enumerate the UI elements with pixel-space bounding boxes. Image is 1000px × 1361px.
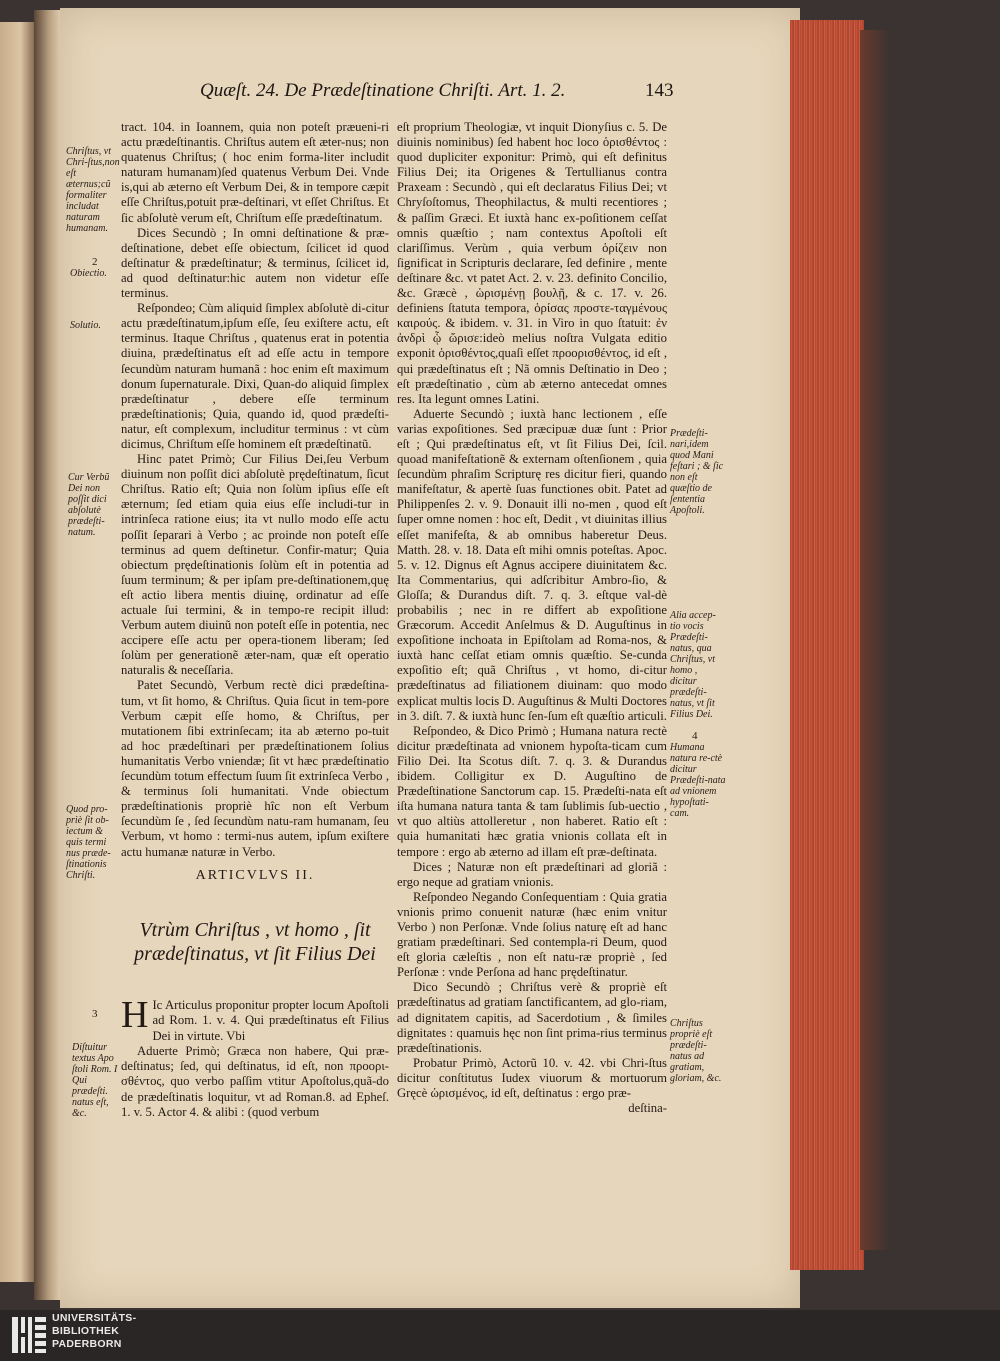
margin-note: Solutio.	[70, 320, 101, 331]
edge-shadow	[860, 30, 890, 1250]
article-body	[121, 994, 389, 1120]
paragraph: Reſpondeo Negando Conſequentiam : Quia gratia vnionis primo conuenit naturæ (hæc enim vnitur Verbo ) non Perſonæ. Vnde ſolius naturę eſt ad hanc gratiam prædeſtinari. Sed contempla-ri Deum, quod eſt gloria cæleſtis , non eſt natu-ræ propriè , ſed Perſonæ : vnde Perſona ad hanc prędeſtinatur.	[397, 889, 667, 980]
margin-number: 4	[692, 730, 698, 742]
margin-note: Quod pro-priè ſit ob-iectum & quis termi nus præde-ſtinationis Chriſti.	[66, 804, 111, 881]
paragraph: eſt proprium Theologiæ, vt inquit Dionyſius c. 5. De diuinis nominibus) ſed habent hoc loco ὁρισθέντος : quod dupliciter exponitur: Primò, qui eſt definitus Filius Dei; ita Origenes & Tertullianus contra Praxeam : Secundò , qui eſt declaratus Filius Dei; vt Chryſoſtomus, Theophilactus, & multi recentiores ; & paſſim Græci. Et iuxtà hanc ex-poſitionem ceſſat omnis quæſtio ; nam contextus Apoſtoli eſt clariſſimus. Verùm , quia verbum ὁρίζειν non ſignificat in Scripturis declarare, ſed definire , mente deſtinare &c. vt patet Act. 2. v. 23. definito Concilio, &c. Græcè , ὡρισμένῃ βουλῇ, & c. 17. v. 26. definiens ſtatuta tempora, ὁρίσας προστε-ταγμένους καιρούς. & ibidem. v. 31. in Viro in quo ſtatuit: ἐν ἀνδρὶ ᾧ ὥρισε:ideò melius noſtra Vulgata editio exponit ὁρισθέντος,quaſi eſſet προορισθέντος, id eſt , qui prædeſtinatus eſt ; Nã omnis Deſtinatio in Deo ; eſt prædeſtinatio , cùm ab æterno antecedat omnes res. Ita legunt omnes Latini.	[397, 120, 667, 406]
paragraph: Aduerte Primò; Græca non habere, Qui præ-deſtinatus; ſed, qui deſtinatus, id eſt, non προορι-σθέντος, quo verbo paſſim vtitur Apoſtolus,quã-do de prædeſtinatis loquitur, vt ad Roman.8. ad Epheſ. 1. v. 5. Actor 4. & alibi : (quod verbum	[121, 1043, 389, 1120]
library-logo-icon	[10, 1315, 48, 1355]
right-text-column	[397, 120, 667, 1116]
margin-number: 3	[92, 1008, 98, 1020]
paragraph: Dico Secundò ; Chriſtus verè & propriè eſt prædeſtinatus ad gratiam ſanctificantem, ad glo-riam, ad dignitatem capitis, ad Sacerdotium , & ſimiles dignitates : quamuis hęc non ſint prima-rius terminus prædeſtinationis.	[397, 980, 667, 1055]
header-title: Quæſt. 24. De Prædeſtinatione Chriſti. Art. 1. 2.	[200, 80, 566, 101]
catchword: deſtina-	[628, 1101, 667, 1116]
paragraph: tract. 104. in Ioannem, quia non poteſt præueni-ri actu prædeſtinantis. Chriſtus autem eſt æter-nus; non quatenus Chriſtus; ( hoc enim forma-liter includit naturam humanam)ſed quatenus Verbum Dei. Vnde is,qui ab æterno eſt Verbum Dei, & in tempore cæpit eſſe Chriſtus,potuit præ-deſtinari, vt eſſet Chriſtus. Et ſic abſolutè verum eſt, Chriſtum eſſe prædeſtinatum.	[121, 120, 389, 225]
left-text-column	[121, 120, 389, 860]
paragraph: Reſpondeo; Cùm aliquid ſimplex abſolutè di-citur actu prædeſtinatum,ipſum eſſe, ſeu exiſtere actu, eſt terminus. Itaque Chriſtus , quatenus erat in potentia diuina, prædeſtinatus eſt ad eſſe actu in tempore ſecundùm naturam humanã : hoc enim eſt maximum donum ſupernaturale. Dixi, Quan-do aliquid ſimplex prædeſtinatur , debere eſſe terminum prædeſtinationis; Quia, quando id, quod prædeſti-natur, eſt complexum, includitur terminus : vt cùm dicimus, Chriſtum eſſe hominem eſt prædeſtinatũ.	[121, 301, 389, 451]
drop-cap: H	[121, 994, 149, 1036]
margin-note: Diſtuitur textus Apo ſtoli Rom. I Qui prædeſti. natus eſt, &c.	[72, 1042, 118, 1119]
article-subtitle: Vtrùm Chriſtus , vt homo , ſit prædeſtinatus, vt ſit Filius Dei	[134, 919, 376, 965]
margin-number: 2	[92, 256, 98, 268]
margin-note: Alia accep-tio vocis Prædeſti-natus, qua Chriſtus, vt homo , dicitur prædeſti-natus, vt ſit Filius Dei.	[670, 610, 716, 720]
left-page-edge	[0, 22, 34, 1282]
paragraph: Probatur Primò, Actorũ 10. v. 42. vbi Chri-ſtus dicitur conſtitutus Iudex viuorum & mortuorum Gręcè ὡρισμένος, id eſt, deſtinatus : ergo præ-	[397, 1055, 667, 1100]
paragraph: Dices ; Naturæ non eſt prædeſtinari ad gloriã : ergo neque ad gratiam vnionis.	[397, 859, 667, 889]
margin-note: Humana natura re-ctè dicitur Prædeſti-nata ad vnionem hypoſtati-cam.	[670, 742, 726, 819]
library-logo	[6, 1312, 146, 1358]
library-logo-text: UNIVERSITÄTS- BIBLIOTHEK PADERBORN	[52, 1312, 137, 1350]
margin-note: Cur Verbũ Dei non poſſit dici abſolutè prædeſti-natum.	[68, 472, 110, 538]
red-page-edges	[790, 20, 864, 1270]
paragraph: Ic Articulus proponitur propter locum Apoſtoli ad Rom. 1. v. 4. Qui prædeſtinatus eſt Filius Dei in virtute. Vbi	[152, 998, 389, 1043]
paragraph: Aduerte Secundò ; iuxtà hanc lectionem , eſſe varias expoſitiones. Sed præcipuæ duæ ſunt : Prior eſt ; Qui prædeſtinatus eſt, vt ſit Filius Dei, ſcil. quoad manifeſtationẽ & externam oſtenſionem , quia ſecundùm phraſim Scripturę res dicitur fieri, quando manifeſtatur, & apertè ſuas functiones obit. Patet ad Philippenſes 2. v. 9. Donauit illi no-men , quod eſt ſuper omne nomen : hoc eſt, Dedit , vt diuinitas illius eſſet manifeſta, & ab omnibus haberetur Deus. Matth. 28. v. 18. Data eſt mihi omnis poteſtas. Apoc. 5. v. 12. Dignus eſt Agnus accipere diuinitatem &c. Ita Commentarius, qui adſcribitur Ambro-ſio, & Gloſſa; & Durandus diſt. 7. q. 3. eſtque val-dè probabilis ; nec in re differt ab expoſitione Græcorum. Accedit Anſelmus & D. Auguſtinus in expoſitione inchoata in Epiſtolam ad Roma-nos, & iuxtà hanc ceſſat etiam omnis quæſtio. Se-cunda expoſitio eſt; quã Chriſtus , vt homo, di-citur prædeſtinatus ad filiationem diuinam: quo modo explicat multis locis D. Auguſtinus & Multi Doctores in 3. diſt. 7. & iuxtà hunc ſen-ſum eſt quæſtio articuli.	[397, 406, 667, 723]
paragraph: Patet Secundò, Verbum rectè dici prædeſtina-tum, vt ſit homo, & Chriſtus. Quia ſicut in tem-pore Verbum cæpit eſſe homo, & Chriſtus, per mutationem ſibi extrinſecam; ita ab æterno po-tuit ad hoc prædeſtinari per prædeſtinationem ſolius humanitatis Verbo vniendæ; ſit vt hæc prædeſtinatio ſecundùm totum effectum ſuum ſit extrinſeca Verbo , & terminus ſoli humanitati. Vnde obiectum prædeſtinationis propriè hîc non eſt Verbum ſecundùm ſe , ſed ſecundùm natu-ram humanam, ſeu Verbum, vt homo : termi-nus autem, ipſum exiſtere actu humanæ naturæ in Verbo.	[121, 678, 389, 859]
margin-note: Prædeſti-nari,idem quod Mani feſtari ; & ſic non eſt quæſtio de ſententia Apoſtoli.	[670, 428, 724, 516]
page-number: 143	[645, 80, 674, 101]
margin-note: Obiectio.	[70, 268, 107, 279]
article-heading: ARTICVLVS II.	[195, 868, 315, 883]
paragraph: Hinc patet Primò; Cur Filius Dei,ſeu Verbum diuinum non poſſit dici abſolutè prędeſtinatum, ſicut Chriſtus. Ratio eſt; Quia non ſolùm ipſius eſſe eſt æternum; ſed etiam quia eius eſſe includi-tur in intrinſeca ratione eius; ita vt nullo modo eſſe actu poſſit ſeparari à Verbo ; ac proinde non poteſt eſſe terminus ad quem deſtinetur. Confir-matur; Quia obiectum prędeſtinationis ſolùm eſt in potentia ad ſuum terminum; & per ipſam pre-deſtinationem,quę eſt actio libera mentis diuinę, ordinatur ad eſſe actuale ſui termini, & in tempo-re recipit illud: Verbum autem diuinũ non poteſt eſſe in potentia, nec accipere eſſe actu per opera-tionem liberam; ſed ſolùm per generationẽ æter-nam, quæ eſt operatio naturalis & neceſſaria.	[121, 452, 389, 678]
margin-note: Chriſtus propriè eſt prædeſti-natus ad gratiam, gloriam, &c.	[670, 1018, 722, 1084]
running-header	[200, 80, 674, 102]
paragraph: Dices Secundò ; In omni deſtinatione & præ-deſtinatione, debet eſſe obiectum, ſcilicet id quod deſtinatur & prædeſtinatur; & terminus, ſcilicet id, ad quod deſtinatur:hic autem non videtur eſſe terminus.	[121, 225, 389, 301]
margin-note: Chriſtus, vt Chri-ſtus,non eſt æternus;cũ formaliter includat naturam humanam.	[66, 146, 120, 234]
paragraph: Reſpondeo, & Dico Primò ; Humana natura rectè dicitur prædeſtinata ad vnionem hypoſta-ticam cum Filio Dei. Ita Scotus diſt. 7. q. 3. & Durandus ibidem. Colligitur ex D. Auguſtino de Prædeſtinatione Sanctorum cap. 15. Prædeſti-nata eſt iſta humana natura tanta & tam ſublimis ſub-uectio , vt quo altiùs attolleretur , non haberet. Ratio eſt : quia humanitati hæc gratia vnionis collata eſt in tempore : ergo ab æterno ad illam eſt præ-deſtinata.	[397, 723, 667, 859]
book-gutter	[34, 10, 62, 1300]
